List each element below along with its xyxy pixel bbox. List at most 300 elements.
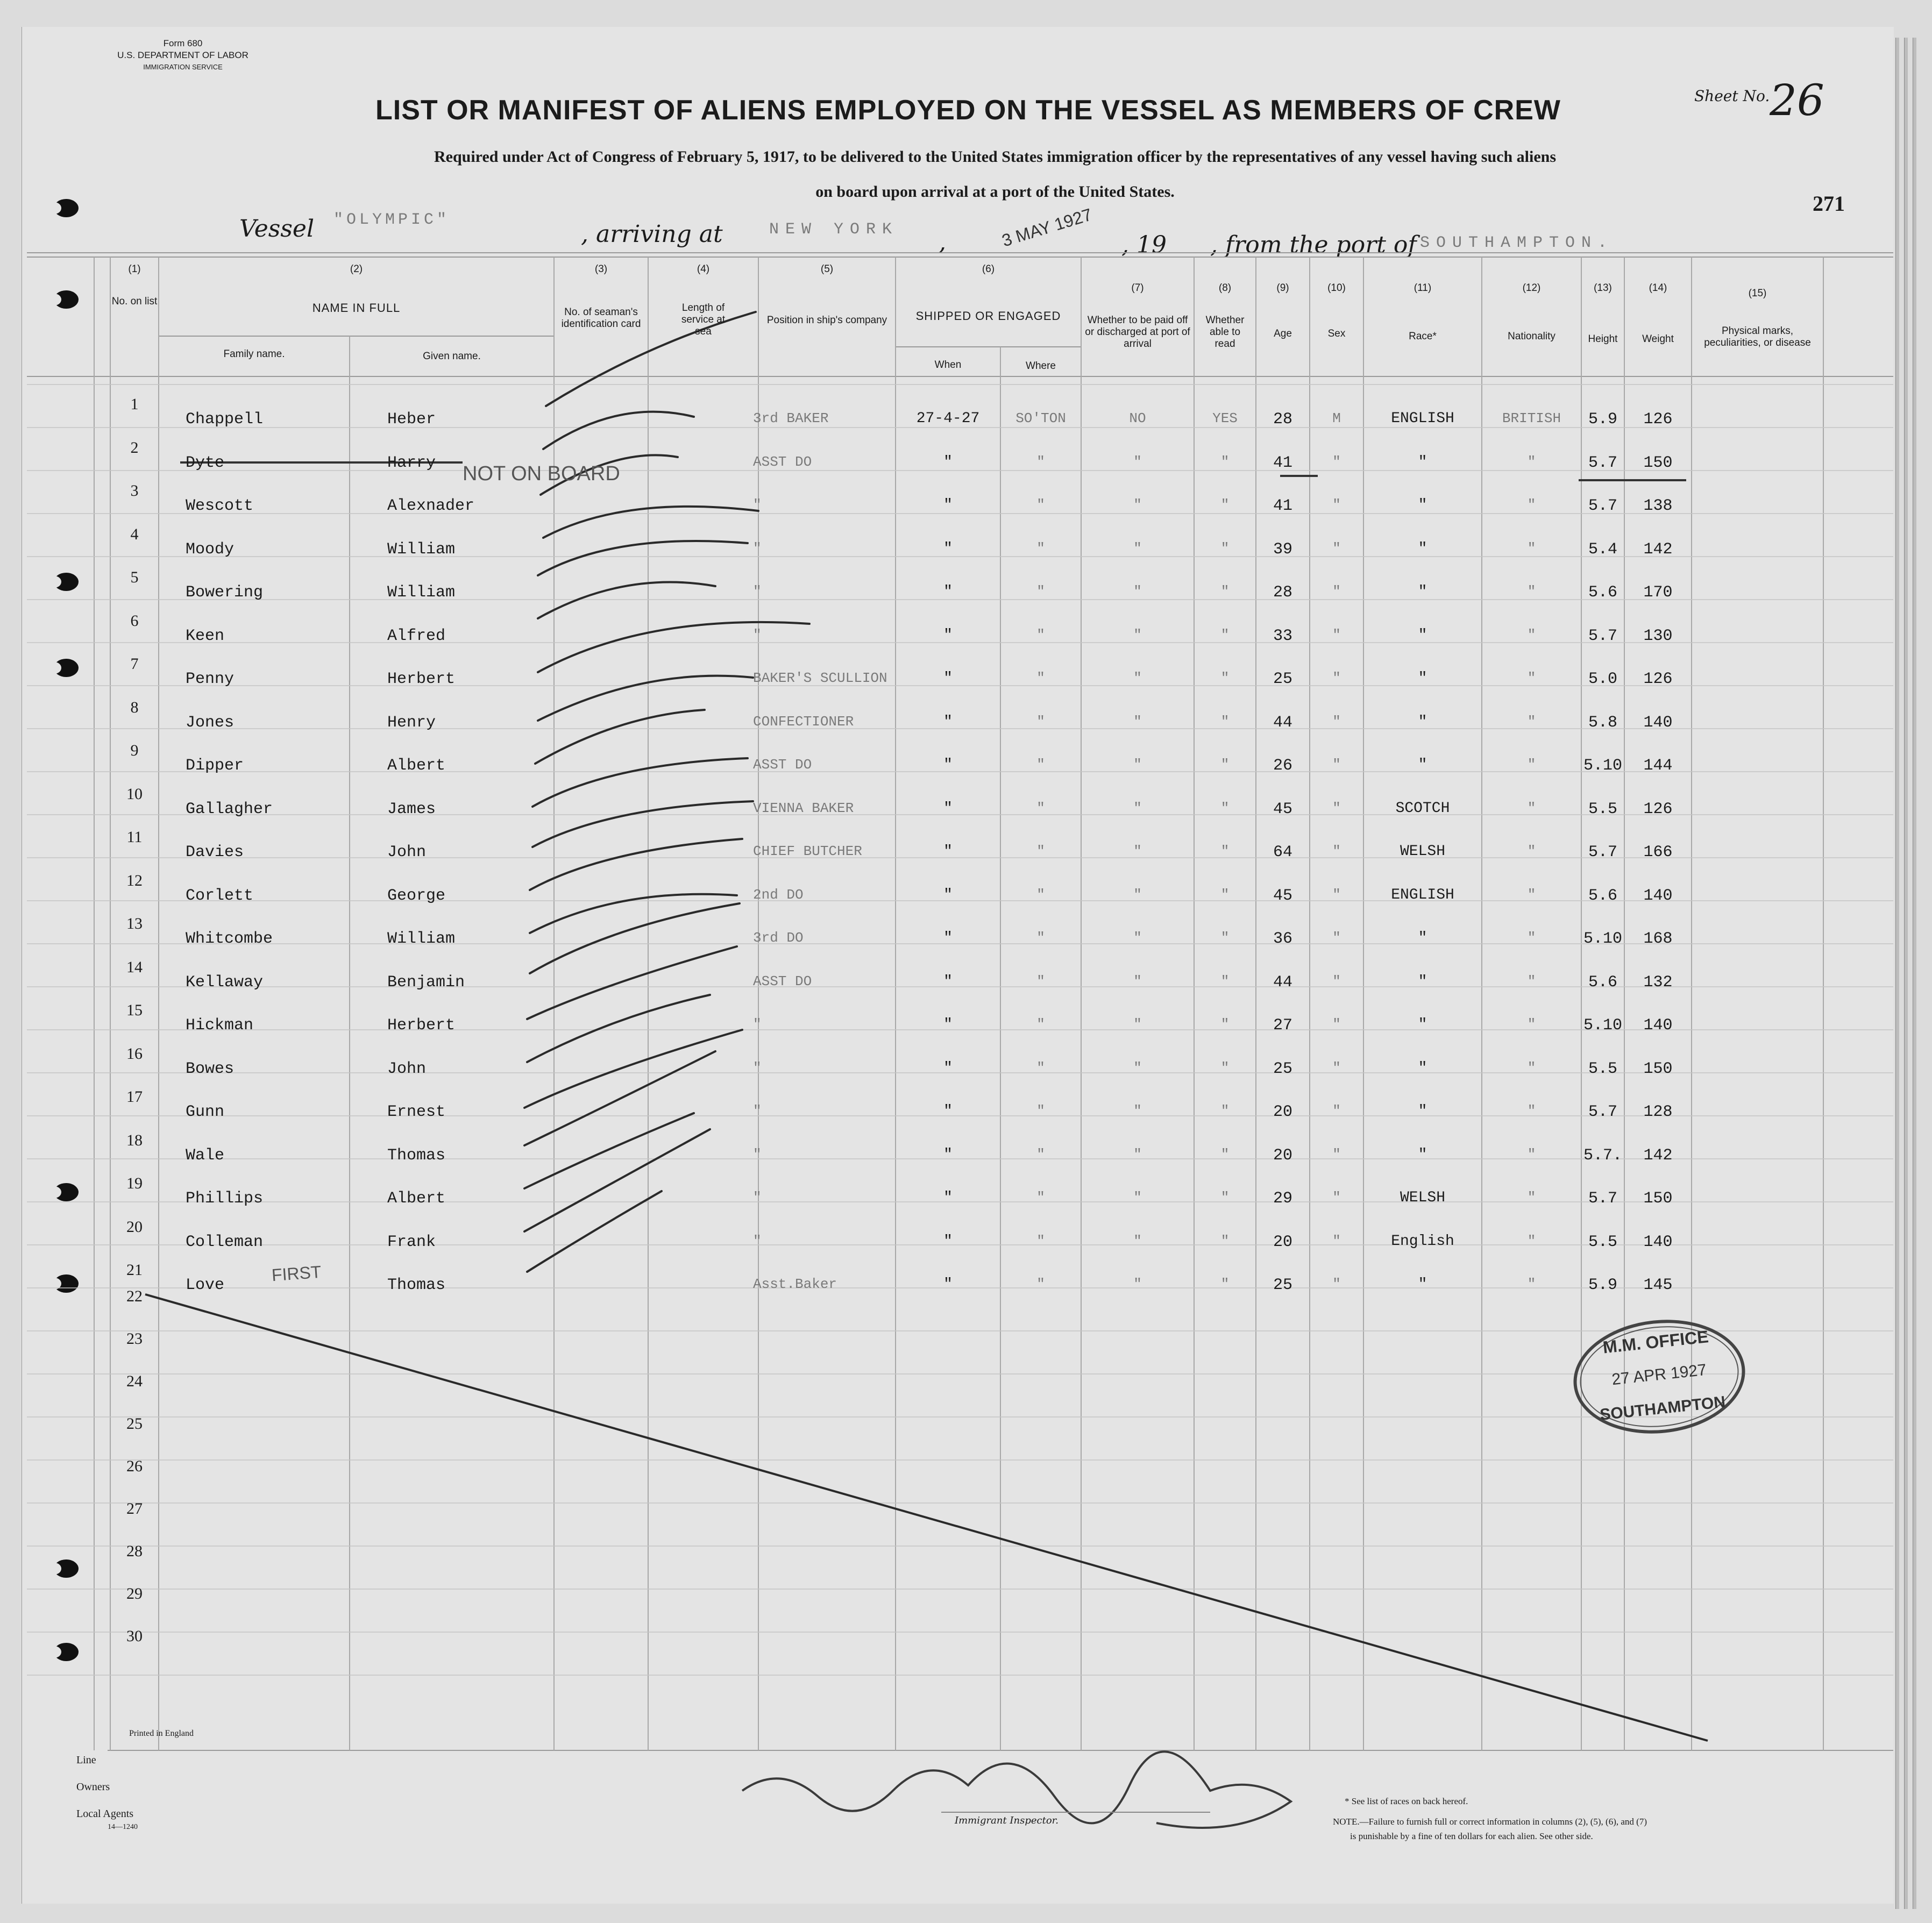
able-to-read: ": [1220, 1103, 1230, 1119]
weight: 132: [1643, 973, 1673, 992]
paid-off: ": [1133, 713, 1142, 730]
shipped-when: ": [943, 670, 953, 687]
nationality: ": [1527, 1146, 1536, 1163]
given-name: James: [387, 800, 436, 818]
nationality: ": [1527, 583, 1536, 600]
family-name: Love: [186, 1276, 225, 1294]
sex: ": [1332, 1276, 1341, 1292]
weight: 140: [1643, 713, 1673, 732]
given-name: Alexnader: [387, 497, 475, 515]
row-number: 20: [126, 1217, 143, 1236]
department: U.S. DEPARTMENT OF LABOR: [117, 50, 248, 60]
sex: ": [1332, 626, 1341, 643]
col-5-number: (5): [820, 263, 834, 275]
given-name: John: [387, 843, 427, 861]
family-name: Corlett: [186, 886, 254, 905]
sex: ": [1332, 497, 1341, 513]
empty-row-number: 22: [126, 1287, 143, 1305]
height: 5.8: [1588, 713, 1617, 732]
col-12-number: (12): [1522, 282, 1541, 294]
position: ": [753, 1103, 762, 1119]
age: 25: [1273, 1276, 1292, 1294]
able-to-read: ": [1220, 800, 1230, 816]
shipped-where: ": [1036, 1190, 1045, 1206]
shipped-when: ": [943, 1276, 953, 1293]
race: ": [1418, 973, 1427, 990]
age: 26: [1273, 757, 1292, 775]
race: English: [1391, 1233, 1454, 1250]
race: ENGLISH: [1391, 410, 1454, 427]
weight: 145: [1643, 1276, 1673, 1294]
arriving-label: , arriving at: [581, 220, 723, 248]
shipped-where: ": [1036, 800, 1045, 816]
paid-off: ": [1133, 497, 1142, 513]
race: ": [1418, 583, 1427, 600]
vessel-name: "OLYMPIC": [333, 211, 450, 229]
shipped-when: ": [943, 583, 953, 600]
weight: 138: [1643, 497, 1673, 515]
age: 44: [1273, 973, 1292, 992]
weight: 142: [1643, 540, 1673, 559]
sex: ": [1332, 453, 1341, 470]
not-on-board-note: NOT ON BOARD: [463, 462, 620, 485]
given-name: Frank: [387, 1233, 436, 1251]
weight: 140: [1643, 1233, 1673, 1251]
position: ": [753, 497, 762, 513]
family-name: Gallagher: [186, 800, 273, 818]
race: ": [1418, 757, 1427, 773]
stamp-top-text: M.M. OFFICE: [1602, 1327, 1710, 1357]
empty-row-number: 25: [126, 1415, 143, 1433]
age: 45: [1273, 800, 1292, 818]
paid-off: ": [1133, 670, 1142, 686]
family-name: Davies: [186, 843, 244, 861]
race: ": [1418, 930, 1427, 946]
age: 64: [1273, 843, 1292, 861]
vessel-label: Vessel: [239, 215, 315, 243]
shipped-where: ": [1036, 1103, 1045, 1119]
weight: 126: [1643, 670, 1673, 688]
sex: ": [1332, 1190, 1341, 1206]
col-4-number: (4): [697, 263, 710, 275]
race: ": [1418, 1059, 1427, 1077]
col-11-header: Race*: [1409, 331, 1437, 342]
races-note: * See list of races on back hereof.: [1345, 1796, 1468, 1806]
shipped-when: ": [943, 886, 953, 903]
height: 5.10: [1583, 757, 1622, 775]
nationality: ": [1527, 1103, 1536, 1119]
col-1-number: (1): [128, 263, 141, 275]
family-name: Moody: [186, 540, 235, 559]
able-to-read: ": [1220, 1276, 1230, 1292]
age: 25: [1273, 1059, 1292, 1078]
paid-off: ": [1133, 973, 1142, 989]
row-number: 11: [126, 828, 143, 846]
able-to-read: ": [1220, 453, 1230, 470]
age: 44: [1273, 713, 1292, 732]
first-note: FIRST: [271, 1262, 322, 1285]
subtitle-line-2: on board upon arrival at a port of the United States.: [815, 183, 1175, 201]
row-number: 21: [126, 1261, 143, 1279]
able-to-read: ": [1220, 670, 1230, 686]
race: ": [1418, 713, 1427, 730]
position: CHIEF BUTCHER: [753, 843, 862, 859]
shipped-where: ": [1036, 843, 1045, 859]
shipped-when: ": [943, 1146, 953, 1163]
position: ": [753, 1016, 762, 1032]
able-to-read: ": [1220, 540, 1230, 557]
empty-row-number: 28: [126, 1542, 143, 1560]
shipped-where: ": [1036, 713, 1045, 730]
shipped-when: ": [943, 497, 953, 514]
height: 5.5: [1588, 1233, 1617, 1251]
shipped-where: ": [1036, 1276, 1045, 1292]
shipped-when: ": [943, 453, 953, 471]
position: ": [753, 1233, 762, 1249]
race: ": [1418, 540, 1427, 557]
position: 2nd DO: [753, 886, 804, 903]
inspector-label: Immigrant Inspector.: [955, 1815, 1059, 1826]
row-number: 15: [126, 1001, 143, 1019]
paid-off: ": [1133, 1233, 1142, 1249]
race: SCOTCH: [1395, 800, 1450, 817]
height: 5.6: [1588, 583, 1617, 602]
line-label: Line: [76, 1754, 96, 1766]
col-6-where-header: Where: [1026, 360, 1056, 372]
age: 41: [1273, 497, 1292, 515]
shipped-where: ": [1036, 453, 1045, 470]
col-2-given-header: Given name.: [423, 351, 481, 362]
able-to-read: ": [1220, 930, 1230, 946]
position: Asst.Baker: [753, 1276, 837, 1292]
family-name: Kellaway: [186, 973, 264, 992]
nationality: ": [1527, 930, 1536, 946]
col-10-number: (10): [1327, 282, 1346, 294]
given-name: William: [387, 583, 456, 602]
given-name: Thomas: [387, 1146, 446, 1165]
paid-off: ": [1133, 453, 1142, 470]
paid-off: ": [1133, 540, 1142, 557]
sex: ": [1332, 930, 1341, 946]
sheet-label: Sheet No.: [1694, 87, 1770, 105]
nationality: ": [1527, 1190, 1536, 1206]
position: 3rd DO: [753, 930, 804, 946]
family-name: Phillips: [186, 1190, 264, 1208]
empty-row-number: 24: [126, 1372, 143, 1390]
weight: 140: [1643, 886, 1673, 905]
row-number: 1: [130, 395, 139, 413]
col-14-number: (14): [1649, 282, 1667, 294]
shipped-when: ": [943, 757, 953, 773]
given-name: John: [387, 1059, 427, 1078]
sex: ": [1332, 973, 1341, 989]
paid-off: ": [1133, 626, 1142, 643]
shipped-when: ": [943, 713, 953, 730]
paid-off: ": [1133, 843, 1142, 859]
height: 5.0: [1588, 670, 1617, 688]
col-4-header: Length of service at sea: [681, 302, 726, 337]
height: 5.10: [1583, 1016, 1622, 1035]
nationality: ": [1527, 1233, 1536, 1249]
shipped-when: ": [943, 540, 953, 557]
stamp-date: 27 APR 1927: [1610, 1361, 1708, 1389]
position: CONFECTIONER: [753, 713, 854, 730]
shipped-when: ": [943, 1190, 953, 1206]
row-number: 13: [126, 915, 143, 932]
shipped-when: ": [943, 626, 953, 644]
row-number: 16: [126, 1044, 143, 1063]
family-name: Wale: [186, 1146, 225, 1165]
sex: ": [1332, 843, 1341, 859]
col-9-header: Age: [1274, 328, 1292, 339]
col-11-number: (11): [1414, 282, 1432, 294]
nationality: BRITISH: [1502, 410, 1561, 426]
race: ": [1418, 1146, 1427, 1163]
sex: ": [1332, 1103, 1341, 1119]
shipped-when: 27-4-27: [916, 410, 980, 427]
shipped-where: ": [1036, 497, 1045, 513]
sex: ": [1332, 1016, 1341, 1032]
row-number: 4: [130, 525, 139, 543]
col-6-header: SHIPPED OR ENGAGED: [915, 309, 1061, 323]
sex: ": [1332, 1233, 1341, 1249]
row-number: 17: [126, 1088, 143, 1106]
race: ": [1418, 626, 1427, 644]
age: 39: [1273, 540, 1292, 559]
col-13-number: (13): [1594, 282, 1612, 294]
row-number: 6: [130, 611, 139, 630]
weight: 166: [1643, 843, 1673, 861]
col-3-number: (3): [594, 263, 608, 275]
shipped-where: ": [1036, 973, 1045, 989]
col-7-number: (7): [1131, 282, 1144, 294]
weight: 130: [1643, 626, 1673, 645]
able-to-read: ": [1220, 497, 1230, 513]
height: 5.6: [1588, 973, 1617, 992]
given-name: Thomas: [387, 1276, 446, 1294]
nationality: ": [1527, 453, 1536, 470]
arrival-date-stamp: 3 MAY 1927: [999, 204, 1095, 251]
arriving-port: NEW YORK: [769, 220, 899, 239]
shipped-when: ": [943, 1103, 953, 1120]
col-6-number: (6): [982, 263, 995, 275]
paid-off: ": [1133, 1276, 1142, 1292]
nationality: ": [1527, 886, 1536, 903]
height: 5.5: [1588, 1059, 1617, 1078]
service: IMMIGRATION SERVICE: [143, 63, 223, 71]
age: 33: [1273, 626, 1292, 645]
sex: M: [1332, 410, 1341, 426]
sex: ": [1332, 713, 1341, 730]
shipped-when: ": [943, 843, 953, 860]
race: WELSH: [1400, 843, 1445, 860]
paid-off: ": [1133, 583, 1142, 600]
shipped-where: ": [1036, 1233, 1045, 1249]
height: 5.7: [1588, 1103, 1617, 1121]
shipped-when: ": [943, 930, 953, 946]
comma: ,: [939, 229, 946, 256]
shipped-where: ": [1036, 540, 1045, 557]
nationality: ": [1527, 540, 1536, 557]
row-number: 5: [130, 568, 139, 586]
row-number: 10: [126, 785, 143, 803]
subtitle-line-1: Required under Act of Congress of February 5, 1917, to be delivered to the United States immigration officer by the representatives of any vessel having such aliens: [434, 148, 1556, 166]
height: 5.6: [1588, 886, 1617, 905]
race: WELSH: [1400, 1190, 1445, 1206]
fine-note-1: NOTE.—Failure to furnish full or correct information in columns (2), (5), (6), and (7): [1333, 1817, 1647, 1827]
printed-note: Printed in England: [129, 1729, 194, 1738]
race: ": [1418, 497, 1427, 514]
height: 5.7: [1588, 1190, 1617, 1208]
age: 20: [1273, 1103, 1292, 1121]
weight: 126: [1643, 800, 1673, 818]
age: 27: [1273, 1016, 1292, 1035]
family-name: Hickman: [186, 1016, 254, 1035]
col-8-header: Whether able to read: [1205, 315, 1245, 350]
paid-off: ": [1133, 930, 1142, 946]
paid-off: ": [1133, 1190, 1142, 1206]
able-to-read: YES: [1212, 410, 1238, 426]
row-number: 3: [130, 482, 139, 500]
weight: 150: [1643, 1190, 1673, 1208]
given-name: Harry: [387, 453, 436, 472]
year-label: , 19: [1121, 231, 1167, 259]
from-port-label: , from the port of: [1210, 231, 1417, 259]
family-name: Keen: [186, 626, 225, 645]
given-name: Henry: [387, 713, 436, 732]
family-name: Whitcombe: [186, 930, 273, 948]
position: ": [753, 1190, 762, 1206]
form-number: Form 680: [163, 38, 203, 48]
weight: 150: [1643, 453, 1673, 472]
office-stamp: [1568, 1312, 1751, 1442]
sex: ": [1332, 583, 1341, 600]
sex: ": [1332, 886, 1341, 903]
nationality: ": [1527, 497, 1536, 513]
given-name: William: [387, 930, 456, 948]
given-name: Heber: [387, 410, 436, 429]
race: ": [1418, 670, 1427, 687]
nationality: ": [1527, 973, 1536, 989]
shipped-where: ": [1036, 1146, 1045, 1163]
position: BAKER'S SCULLION: [753, 670, 887, 686]
shipped-where: ": [1036, 886, 1045, 903]
paid-off: ": [1133, 1146, 1142, 1163]
row-number: 8: [130, 698, 139, 716]
age: 36: [1273, 930, 1292, 948]
position: ASST DO: [753, 757, 812, 773]
height: 5.9: [1588, 1276, 1617, 1294]
shipped-where: ": [1036, 1016, 1045, 1032]
row-number: 7: [130, 655, 139, 673]
weight: 126: [1643, 410, 1673, 429]
family-name: Bowes: [186, 1059, 235, 1078]
empty-row-number: 26: [126, 1457, 143, 1475]
nationality: ": [1527, 670, 1536, 686]
col-6-when-header: When: [934, 359, 962, 371]
shipped-where: ": [1036, 626, 1045, 643]
able-to-read: ": [1220, 1146, 1230, 1163]
age: 45: [1273, 886, 1292, 905]
position: ": [753, 583, 762, 600]
shipped-where: ": [1036, 757, 1045, 773]
family-name: Chappell: [186, 410, 264, 429]
paid-off: ": [1133, 1016, 1142, 1032]
col-13-header: Height: [1588, 333, 1618, 345]
able-to-read: ": [1220, 973, 1230, 989]
paid-off: ": [1133, 757, 1142, 773]
shipped-where: SO'TON: [1015, 410, 1066, 426]
col-2-family-header: Family name.: [223, 348, 285, 360]
agents-label: Local Agents: [76, 1808, 134, 1820]
nationality: ": [1527, 843, 1536, 859]
position: ": [753, 540, 762, 557]
able-to-read: ": [1220, 1016, 1230, 1032]
row-number: 18: [126, 1131, 143, 1149]
nationality: ": [1527, 757, 1536, 773]
family-name: Bowering: [186, 583, 264, 602]
col-3-header: No. of seaman's identification card: [561, 307, 641, 330]
race: ": [1418, 1103, 1427, 1120]
height: 5.7: [1588, 453, 1617, 472]
age: 28: [1273, 583, 1292, 602]
empty-row-number: 23: [126, 1330, 143, 1348]
position: ": [753, 626, 762, 643]
paid-off: ": [1133, 886, 1142, 903]
able-to-read: ": [1220, 626, 1230, 643]
sex: ": [1332, 670, 1341, 686]
form-code: 14—1240: [108, 1823, 138, 1831]
paid-off: ": [1133, 800, 1142, 816]
shipped-when: ": [943, 973, 953, 990]
height: 5.5: [1588, 800, 1617, 818]
page-number: 271: [1813, 191, 1845, 216]
age: 20: [1273, 1233, 1292, 1251]
shipped-where: ": [1036, 583, 1045, 600]
nationality: ": [1527, 626, 1536, 643]
shipped-where: ": [1036, 930, 1045, 946]
height: 5.7: [1588, 843, 1617, 861]
race: ": [1418, 453, 1427, 471]
able-to-read: ": [1220, 583, 1230, 600]
shipped-when: ": [943, 1233, 953, 1250]
position: ": [753, 1059, 762, 1076]
family-name: Dipper: [186, 757, 244, 775]
family-name: Gunn: [186, 1103, 225, 1121]
sex: ": [1332, 1146, 1341, 1163]
able-to-read: ": [1220, 886, 1230, 903]
height: 5.7: [1588, 497, 1617, 515]
weight: 170: [1643, 583, 1673, 602]
given-name: Albert: [387, 757, 446, 775]
given-name: Alfred: [387, 626, 446, 645]
col-15-header: Physical marks, peculiarities, or disease: [1704, 325, 1811, 348]
col-10-header: Sex: [1327, 328, 1346, 339]
col-2-header: NAME IN FULL: [312, 301, 401, 315]
given-name: Albert: [387, 1190, 446, 1208]
paid-off: ": [1133, 1103, 1142, 1119]
stamp-bottom-text: SOUTHAMPTON: [1599, 1393, 1727, 1424]
sex: ": [1332, 757, 1341, 773]
shipped-where: ": [1036, 670, 1045, 686]
given-name: William: [387, 540, 456, 559]
row-number: 12: [126, 871, 143, 889]
given-name: Herbert: [387, 1016, 456, 1035]
shipped-when: ": [943, 1059, 953, 1077]
weight: 140: [1643, 1016, 1673, 1035]
height: 5.7.: [1583, 1146, 1622, 1165]
from-port: SOUTHAMPTON.: [1420, 234, 1614, 252]
